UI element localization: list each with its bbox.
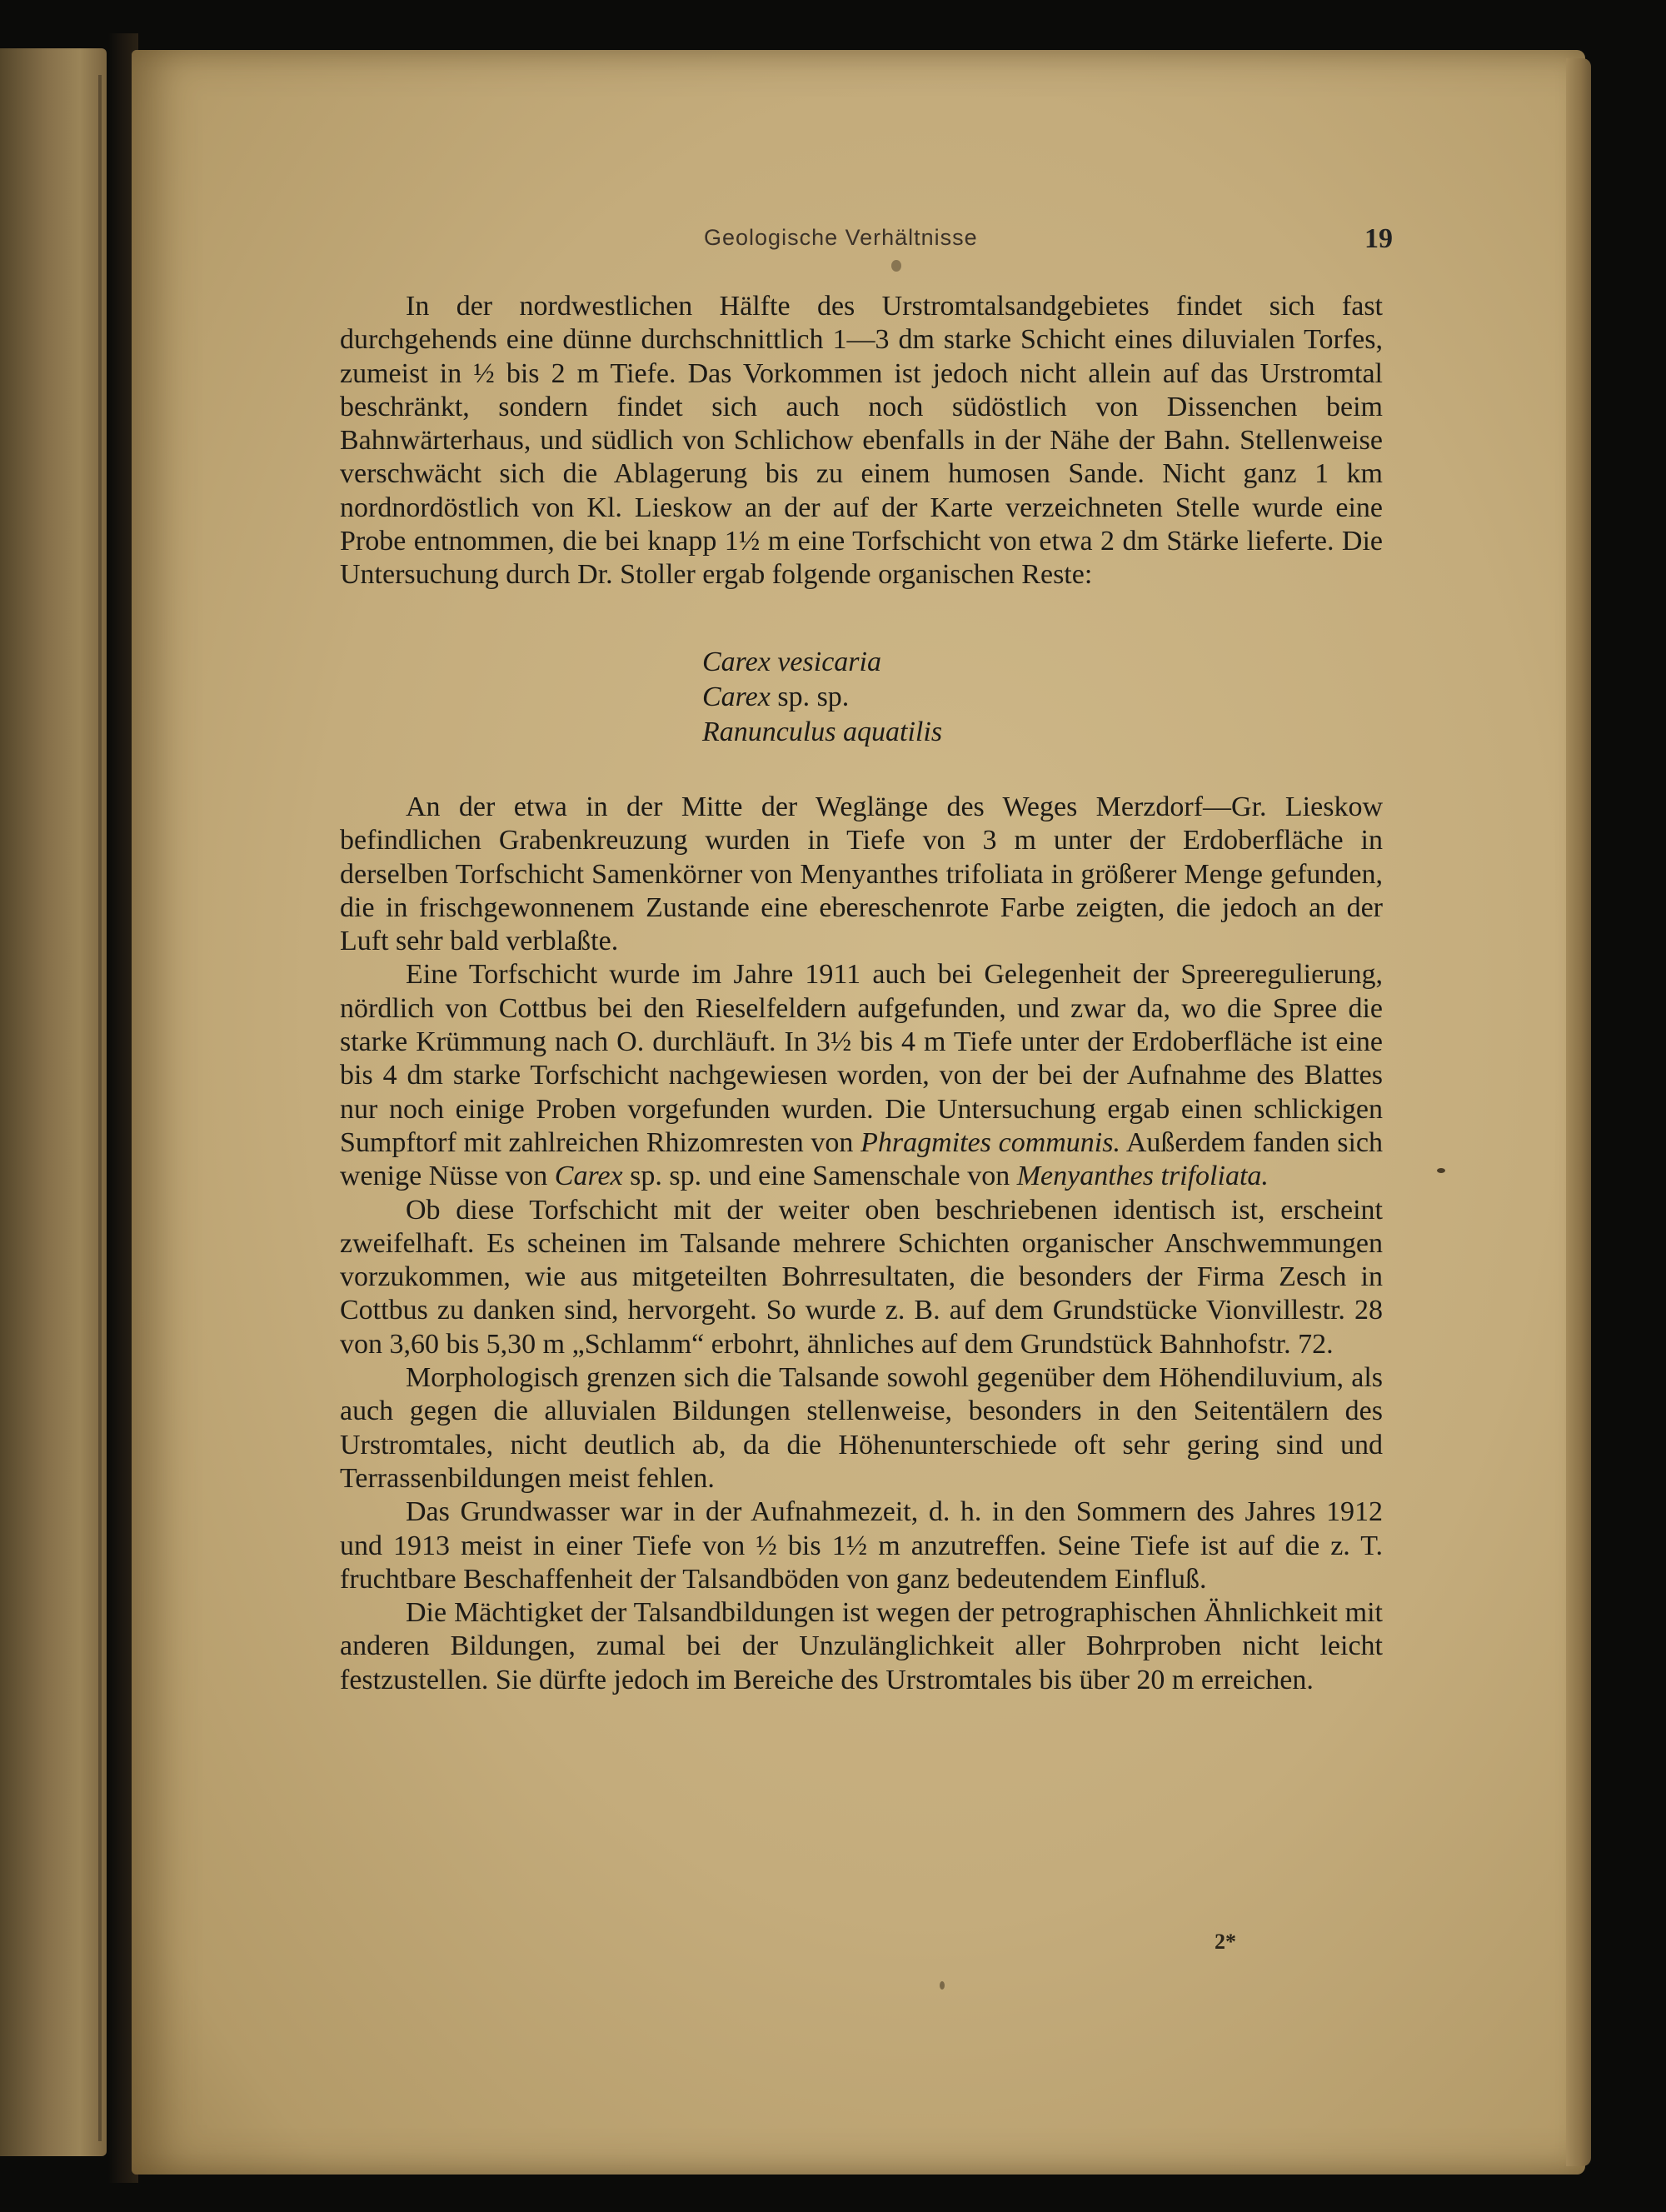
species-item: Ranunculus aquatilis	[702, 717, 943, 747]
text-block-top	[340, 290, 1383, 592]
species-suffix: sp. sp.	[770, 682, 850, 712]
paper-speck	[940, 1981, 945, 1990]
paragraph: An der etwa in der Mitte der Weglänge des Weges Merzdorf—Gr. Lieskow befindlichen Grabenkreuzung wurden in Tiefe von 3 m unter der Erdoberfläche in derselben Torfschicht Samenkörner von Menyanthes trifoliata in größerer Menge gefunden, die in frischgewonnenem Zustande eine ebereschenrote Farbe zeigten, die jedoch an der Luft sehr bald verblaßte.	[340, 791, 1383, 957]
facing-page-rule	[98, 75, 102, 2141]
species-item: Carex vesicaria	[702, 647, 881, 677]
text-block-main	[340, 791, 1383, 1697]
species-name: Phragmites communis.	[860, 1126, 1120, 1158]
paper-speck	[1437, 1168, 1445, 1173]
paragraph: Die Mächtigket der Talsandbildungen ist wegen der petrographischen Ähnlichkeit mit anderen Bildungen, zumal bei der Unzulänglichkeit aller Bohrproben nicht leicht festzustellen. Sie dürfte jedoch im Bereiche des Urstromtales bis über 20 m erreichen.	[340, 1597, 1383, 1695]
paragraph: Eine Torfschicht wurde im Jahre 1911 auch bei Gelegenheit der Spreeregulierung, nördlich von Cottbus bei den Rieselfeldern aufgefunden, und zwar da, wo die Spree die starke Krümmung nach O. durchläuft. In 3½ bis 4 m Tiefe unter der Erdoberfläche ist eine bis 4 dm starke Torfschicht nachgewiesen worden, von der bei der Aufnahme des Blattes nur noch einige Proben vorgefunden wurden. Die Untersuchung ergab einen schlickigen Sumpftorf mit zahlreichen Rhizomresten von Phragmites communis. Außerdem fanden sich wenige Nüsse von Carex sp. sp. und eine Samenschale von Menyanthes trifoliata.	[340, 959, 1384, 1192]
species-list	[702, 645, 942, 750]
species-item	[702, 680, 942, 715]
signature-mark: 2*	[1215, 1930, 1236, 1954]
facing-page-edge	[0, 48, 107, 2156]
species-name: Carex	[554, 1161, 623, 1192]
running-header: Geologische Verhältnisse	[704, 225, 978, 250]
paper-speck	[891, 260, 901, 272]
paragraph: In der nordwestlichen Hälfte des Urstromtalsandgebietes findet sich fast durchgehends eine dünne durchschnittlich 1—3 dm starke Schicht eines diluvialen Torfes, zumeist in ½ bis 2 m Tiefe. Das Vorkommen ist jedoch nicht allein auf das Urstromtal beschränkt, sondern findet sich auch noch südöstlich von Dissenchen beim Bahnwärterhaus, und südlich von Schlichow ebenfalls in der Nähe der Bahn. Stellenweise verschwächt sich die Ablagerung bis zu einem humosen Sande. Nicht ganz 1 km nordnordöstlich von Kl. Lieskow an der auf der Karte verzeichneten Stelle wurde eine Probe entnommen, die bei knapp 1½ m eine Torfschicht von etwa 2 dm Stärke lieferte. Die Untersuchung durch Dr. Stoller ergab folgende organischen Reste:	[340, 291, 1383, 591]
page-edge	[1566, 58, 1591, 2166]
species-name: Menyanthes trifoliata.	[1016, 1161, 1269, 1192]
paragraph: Das Grundwasser war in der Aufnahmezeit, d. h. in den Sommern des Jahres 1912 und 1913 meist in einer Tiefe von ½ bis 1½ m anzutreffen. Seine Tiefe ist auf die z. T. fruchtbare Beschaffenheit der Talsandböden von ganz bedeutendem Einfluß.	[340, 1496, 1383, 1595]
paragraph: Morphologisch grenzen sich die Talsande sowohl gegenüber dem Höhendiluvium, als auch gegen die alluvialen Bildungen stellenweise, besonders in den Seitentälern des Urstromtales, nicht deutlich ab, da die Höhenunterschiede oft sehr gering sind und Terrassenbildungen meist fehlen.	[340, 1362, 1383, 1494]
page-number: 19	[1364, 223, 1393, 254]
species-genus: Carex	[702, 682, 771, 712]
paragraph: Ob diese Torfschicht mit der weiter oben beschriebenen identisch ist, erscheint zweifelhaft. Es scheinen im Talsande mehrere Schichten organischer Anschwemmungen vorzukommen, wie aus mitgeteilten Bohrresultaten, die besonders der Firma Zesch in Cottbus zu danken sind, hervorgeht. So wurde z. B. auf dem Grundstücke Vionvillestr. 28 von 3,60 bis 5,30 m „Schlamm“ erbohrt, ähnliches auf dem Grundstück Bahnhofstr. 72.	[340, 1194, 1383, 1360]
